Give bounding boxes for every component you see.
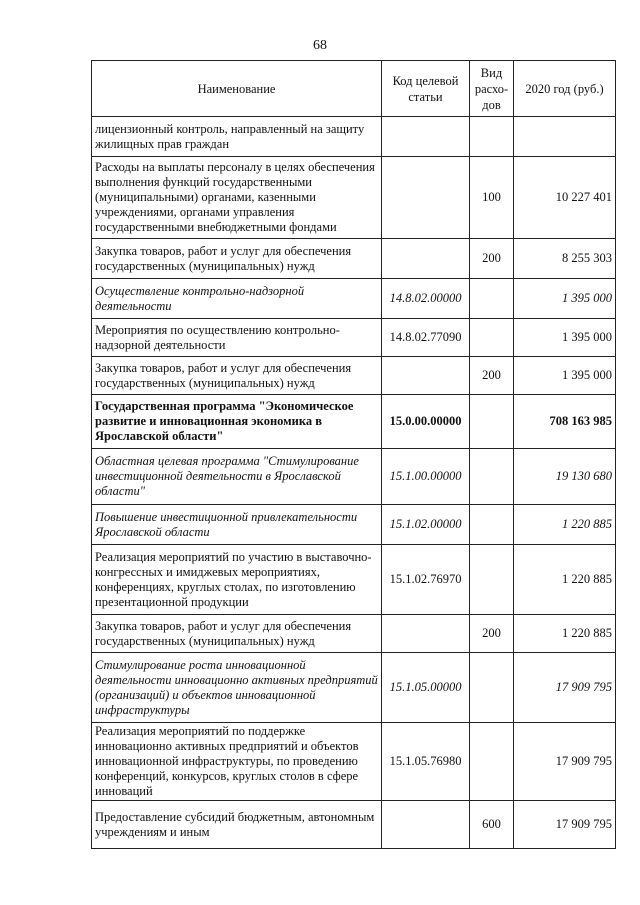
- table-row: [92, 117, 616, 157]
- row-expense-type-cell: 100: [470, 157, 514, 239]
- row-code-cell: 15.0.00.00000: [382, 395, 470, 449]
- row-name-cell: Предоставление субсидий бюджетным, автономным учреждениям и иным: [92, 801, 382, 849]
- row-code-cell: 14.8.02.00000: [382, 279, 470, 319]
- header-code: Код целевой статьи: [382, 61, 470, 117]
- row-amount-cell: 19 130 680: [514, 449, 616, 505]
- row-code-cell: 14.8.02.77090: [382, 319, 470, 357]
- row-expense-type-cell: [470, 505, 514, 545]
- row-code-cell: [382, 157, 470, 239]
- row-name-cell: лицензионный контроль, направленный на защиту жилищных прав граждан: [92, 117, 382, 157]
- row-code-cell: 15.1.02.00000: [382, 505, 470, 545]
- row-expense-type-cell: [470, 545, 514, 615]
- row-amount-cell: 1 220 885: [514, 615, 616, 653]
- row-expense-type-cell: [470, 117, 514, 157]
- table-row: [92, 545, 616, 615]
- row-amount-cell: 1 220 885: [514, 545, 616, 615]
- table-row: [92, 357, 616, 395]
- row-amount-cell: [514, 117, 616, 157]
- table-header-row: [92, 61, 616, 117]
- budget-table: [91, 60, 616, 849]
- row-amount-cell: 17 909 795: [514, 801, 616, 849]
- row-amount-cell: 1 395 000: [514, 357, 616, 395]
- row-amount-cell: 10 227 401: [514, 157, 616, 239]
- table-row: [92, 239, 616, 279]
- page-number: 68: [313, 38, 327, 53]
- table-row: [92, 653, 616, 723]
- row-code-cell: 15.1.05.00000: [382, 653, 470, 723]
- header-vid: Вид расхо-дов: [470, 61, 514, 117]
- row-code-cell: [382, 117, 470, 157]
- row-expense-type-cell: [470, 449, 514, 505]
- table-row: [92, 505, 616, 545]
- row-name-cell: Мероприятия по осуществлению контрольно-надзорной деятельности: [92, 319, 382, 357]
- table-row: [92, 449, 616, 505]
- row-name-cell: Стимулирование роста инновационной деятельности инновационно активных предприятий (организаций) и объектов инновационной инфраструктуры: [92, 653, 382, 723]
- row-code-cell: [382, 239, 470, 279]
- table-row: [92, 319, 616, 357]
- table-row: [92, 723, 616, 801]
- header-amount: 2020 год (руб.): [514, 61, 616, 117]
- row-amount-cell: 708 163 985: [514, 395, 616, 449]
- row-name-cell: Осуществление контрольно-надзорной деятельности: [92, 279, 382, 319]
- row-code-cell: [382, 801, 470, 849]
- row-amount-cell: 1 395 000: [514, 319, 616, 357]
- row-code-cell: 15.1.02.76970: [382, 545, 470, 615]
- row-name-cell: Реализация мероприятий по поддержке инновационно активных предприятий и объектов инновационной инфраструктуры, по проведению конференций, конкурсов, круглых столов в сфере инноваций: [92, 723, 382, 801]
- row-expense-type-cell: [470, 279, 514, 319]
- row-name-cell: Расходы на выплаты персоналу в целях обеспечения выполнения функций государственными (муниципальными) органами, казенными учреждениями, органами управления государственными внебюджетными фондами: [92, 157, 382, 239]
- row-code-cell: [382, 357, 470, 395]
- row-expense-type-cell: [470, 723, 514, 801]
- row-amount-cell: 8 255 303: [514, 239, 616, 279]
- row-name-cell: Повышение инвестиционной привлекательности Ярославской области: [92, 505, 382, 545]
- row-expense-type-cell: 600: [470, 801, 514, 849]
- row-name-cell: Реализация мероприятий по участию в выставочно-конгрессных и имиджевых мероприятиях, конференциях, круглых столах, по изготовлению презентационной продукции: [92, 545, 382, 615]
- table-row: [92, 279, 616, 319]
- row-code-cell: 15.1.00.00000: [382, 449, 470, 505]
- row-code-cell: [382, 615, 470, 653]
- table-row: [92, 615, 616, 653]
- row-code-cell: 15.1.05.76980: [382, 723, 470, 801]
- row-name-cell: Государственная программа "Экономическое развитие и инновационная экономика в Ярославской области": [92, 395, 382, 449]
- row-amount-cell: 1 220 885: [514, 505, 616, 545]
- row-amount-cell: 17 909 795: [514, 653, 616, 723]
- row-name-cell: Областная целевая программа "Стимулирование инвестиционной деятельности в Ярославской области": [92, 449, 382, 505]
- header-name: Наименование: [92, 61, 382, 117]
- table-row: [92, 801, 616, 849]
- row-expense-type-cell: [470, 319, 514, 357]
- row-name-cell: Закупка товаров, работ и услуг для обеспечения государственных (муниципальных) нужд: [92, 615, 382, 653]
- row-expense-type-cell: [470, 653, 514, 723]
- table-row: [92, 395, 616, 449]
- row-expense-type-cell: [470, 395, 514, 449]
- row-name-cell: Закупка товаров, работ и услуг для обеспечения государственных (муниципальных) нужд: [92, 357, 382, 395]
- row-expense-type-cell: 200: [470, 357, 514, 395]
- row-amount-cell: 1 395 000: [514, 279, 616, 319]
- row-expense-type-cell: 200: [470, 615, 514, 653]
- row-expense-type-cell: 200: [470, 239, 514, 279]
- row-name-cell: Закупка товаров, работ и услуг для обеспечения государственных (муниципальных) нужд: [92, 239, 382, 279]
- row-amount-cell: 17 909 795: [514, 723, 616, 801]
- table-row: [92, 157, 616, 239]
